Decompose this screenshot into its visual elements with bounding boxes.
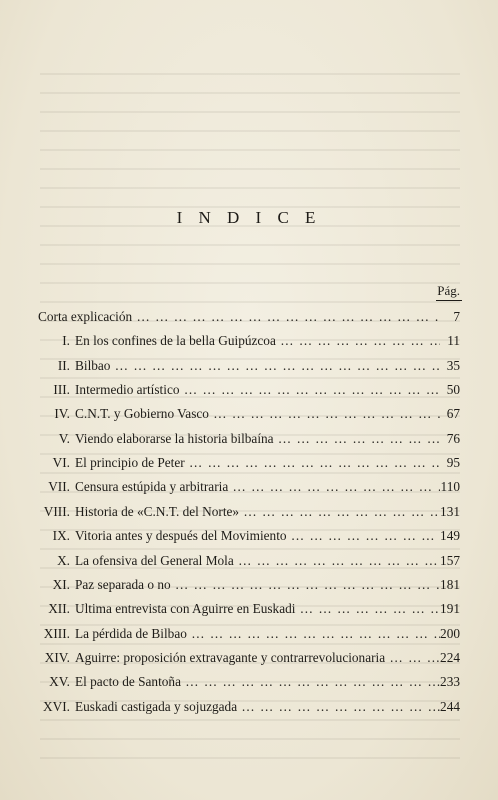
page-number: 131 — [440, 503, 460, 519]
toc-entry — [0, 500, 498, 524]
chapter-number: XII. — [48, 601, 70, 617]
chapter-title: C.N.T. y Gobierno Vasco … … … … … … … … … … … … … … … … … … … … … … … … … … … … … … … … … … … … … … … — [75, 402, 440, 426]
page-number: 244 — [440, 698, 460, 714]
chapter-number: V. — [58, 430, 70, 446]
toc-entry — [0, 597, 498, 621]
chapter-number: XIII. — [43, 625, 70, 641]
toc-entry — [0, 622, 498, 646]
chapter-title: El principio de Peter … … … … … … … … … … … … … … … … … … … … … … … … … … … … … … … … … … … … … … … — [75, 451, 440, 475]
page-column-rule — [436, 300, 462, 301]
chapter-title: Bilbao … … … … … … … … … … … … … … … … … … … … … … … … … … … … … … … … … … … … … … … — [75, 354, 440, 378]
chapter-number: X. — [57, 552, 70, 568]
page-number: 35 — [446, 357, 460, 373]
chapter-title: Vitoria antes y después del Movimiento … … … … … … … … … … … … … … … … … … … … … … … … … … … … … … … … … … … … … … … — [75, 524, 440, 548]
chapter-number: III. — [53, 382, 70, 398]
chapter-number: I. — [62, 333, 70, 349]
page-number: 67 — [446, 406, 460, 422]
chapter-title: Intermedio artístico … … … … … … … … … … … … … … … … … … … … … … … … … … … … … … … … … … … … … … … — [75, 378, 440, 402]
page-number: 149 — [440, 528, 460, 544]
page-number: 181 — [440, 576, 460, 592]
chapter-number: XVI. — [43, 698, 70, 714]
chapter-number: XV. — [49, 674, 70, 690]
toc-entry — [0, 670, 498, 694]
page-number: 224 — [440, 649, 460, 665]
page-number: 191 — [440, 601, 460, 617]
chapter-number: XI. — [52, 576, 70, 592]
chapter-title: Euskadi castigada y sojuzgada … … … … … … … … … … … … … … … … … … … … … … … … … … … … … … … … … … … … … … … — [75, 695, 440, 719]
chapter-title: Paz separada o no … … … … … … … … … … … … … … … … … … … … … … … … … … … … … … … … … … … … … … … — [75, 573, 440, 597]
chapter-title: El pacto de Santoña … … … … … … … … … … … … … … … … … … … … … … … … … … … … … … … … … … … … … … … — [75, 670, 440, 694]
page-number: 110 — [440, 479, 460, 495]
chapter-number: IX. — [52, 528, 70, 544]
chapter-number: VIII. — [43, 503, 70, 519]
chapter-title: Censura estúpida y arbitraria … … … … … … … … … … … … … … … … … … … … … … … … … … … … … … … … … … … … … … … — [75, 475, 440, 499]
page-number: 50 — [446, 382, 460, 398]
page-number: 76 — [446, 430, 460, 446]
chapter-number: II. — [57, 357, 70, 373]
page-title: I N D I C E — [176, 208, 322, 227]
chapter-number: XIV. — [44, 649, 70, 665]
chapter-title: Aguirre: proposición extravagante y contrarrevolucionaria … … … … … … … … … … … … … … … … … … … … … … … … … … … … … … … … … … … … … … … — [75, 646, 440, 670]
chapter-title: Corta explicación … … … … … … … … … … … … … … … … … … … … … … … … … … … … … … … … … … … … … … … — [38, 305, 440, 329]
chapter-number: VII. — [48, 479, 70, 495]
page-number: 11 — [447, 333, 460, 349]
toc-entry — [0, 354, 498, 378]
toc-entry — [0, 427, 498, 451]
toc-entry — [0, 549, 498, 573]
chapter-title: La ofensiva del General Mola … … … … … … … … … … … … … … … … … … … … … … … … … … … … … … … … … … … … … … … — [75, 549, 440, 573]
toc-entry — [0, 524, 498, 548]
chapter-number: IV. — [54, 406, 70, 422]
toc-entry — [0, 475, 498, 499]
chapter-title: Ultima entrevista con Aguirre en Euskadi … … … … … … … … … … … … … … … … … … … … … … … … … … … … … … … … … … … … … … … — [75, 597, 440, 621]
page-column-label: Pág. — [437, 283, 460, 298]
chapter-number: VI. — [52, 455, 70, 471]
toc-entry — [0, 329, 498, 353]
page-number: 157 — [440, 552, 460, 568]
chapter-title: Viendo elaborarse la historia bilbaína … … … … … … … … … … … … … … … … … … … … … … … … … … … … … … … … … … … … … … … — [75, 427, 440, 451]
toc-entry — [0, 378, 498, 402]
toc-entry — [0, 573, 498, 597]
toc-entry — [0, 402, 498, 426]
toc-entry — [0, 451, 498, 475]
chapter-title: En los confines de la bella Guipúzcoa … … … … … … … … … … … … … … … … … … … … … … … … … … … … … … … … … … … … … … … — [75, 329, 440, 353]
toc-entry — [0, 695, 498, 719]
chapter-title: La pérdida de Bilbao … … … … … … … … … … … … … … … … … … … … … … … … … … … … … … … … … … … … … … … — [75, 622, 440, 646]
toc-entry — [0, 646, 498, 670]
page-number: 233 — [440, 674, 460, 690]
toc-entry — [0, 305, 498, 329]
chapter-title: Historia de «C.N.T. del Norte» … … … … … … … … … … … … … … … … … … … … … … … … … … … … … … … … … … … … … … … — [75, 500, 440, 524]
page-number: 7 — [453, 309, 460, 324]
page-number: 95 — [446, 455, 460, 471]
page-number: 200 — [440, 625, 460, 641]
